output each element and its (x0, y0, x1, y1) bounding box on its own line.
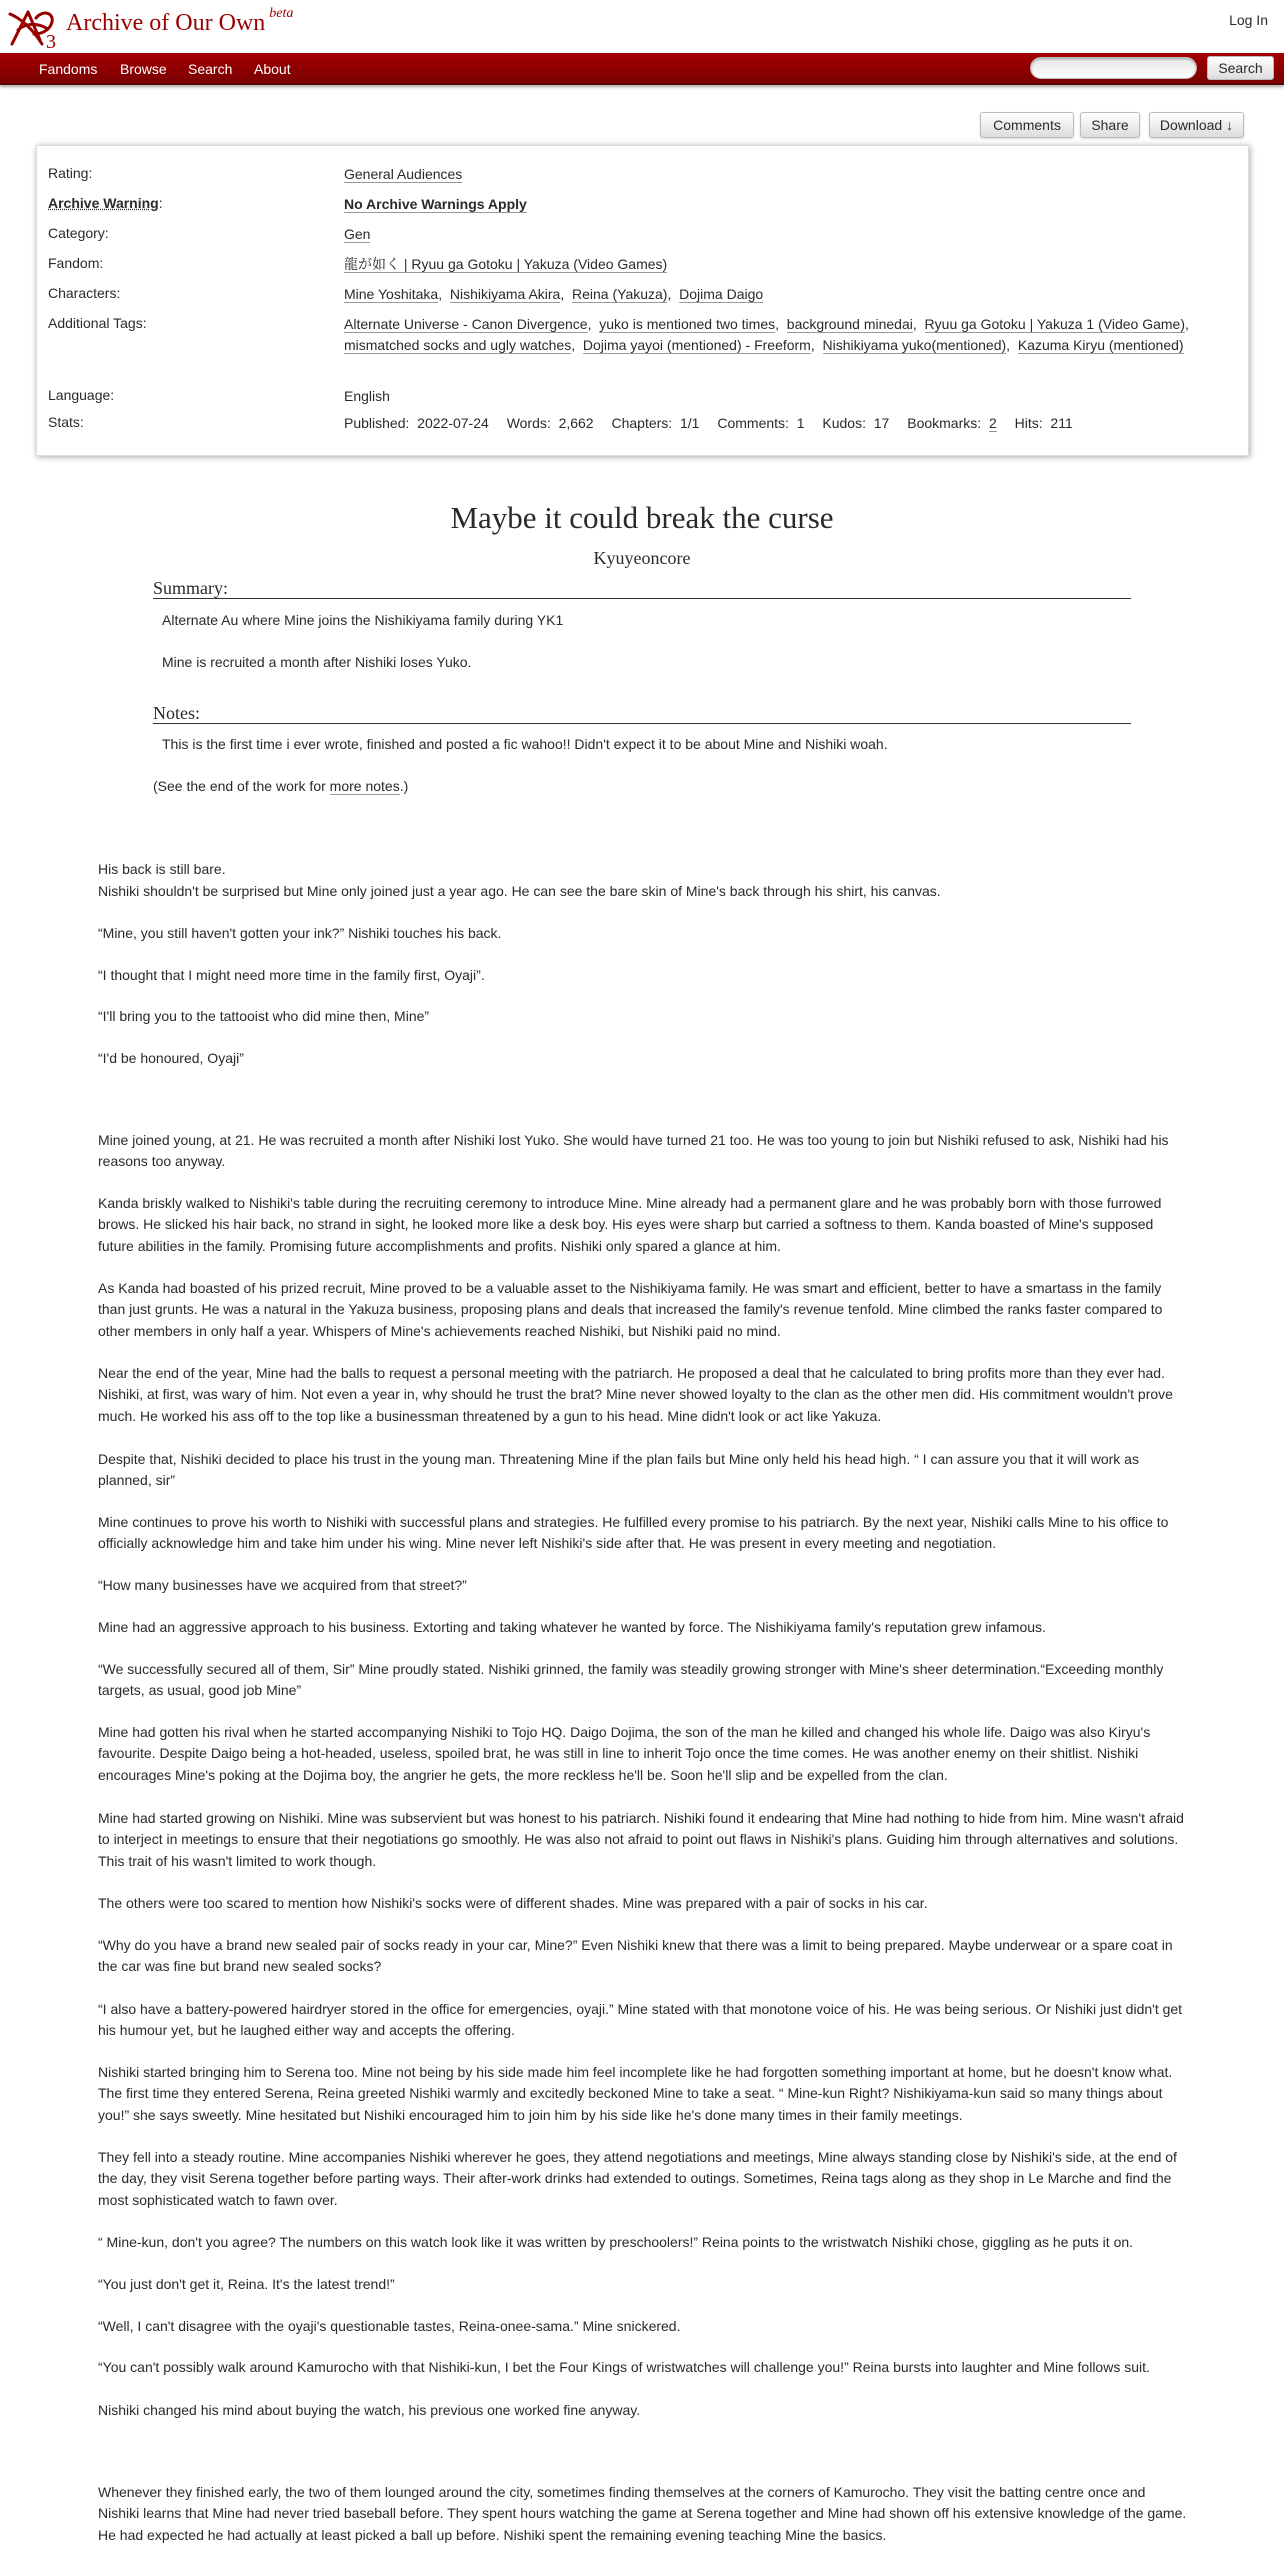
hits-value: 211 (1050, 415, 1073, 431)
rating-label: Rating: (48, 165, 93, 181)
nav-about[interactable]: About (254, 61, 291, 77)
more-notes-link[interactable]: more notes (329, 778, 400, 794)
characters-label: Characters: (48, 285, 121, 301)
chapters-label: Chapters: (611, 415, 673, 431)
paragraph: “I'd be honoured, Oyaji” (98, 1050, 244, 1066)
paragraph: “How many businesses have we acquired from that street?” (98, 1577, 467, 1593)
language-value: English (344, 388, 390, 404)
fandom-value (344, 254, 1234, 275)
freeform-tag[interactable]: Dojima yayoi (mentioned) - Freeform (582, 337, 811, 353)
summary-heading: Summary: (153, 578, 1131, 599)
warning-value (344, 194, 1234, 215)
nav-search[interactable]: Search (188, 61, 233, 77)
paragraph: Mine had gotten his rival when he started accompanying Nishiki to Tojo HQ. Daigo Dojima, the son of the man he killed and changed his whole life. Daigo was also Kiryu's favourite. Despite Daigo being a hot-headed, useless, spoiled brat, he was still in line to inherit Tojo once the time comes. He was another enemy on their shitlist. Nishiki encourages Mine's poking at the Dojima boy, the angrier he gets, the more reckless he'll be. Soon he'll slip and be expelled from the clan. (98, 1724, 1151, 1783)
paragraph: Mine had started growing on Nishiki. Mine was subservient but was honest to his patriarch. Nishiki found it endearing that Mine had nothing to hide from him. Mine wasn't afraid to interject in meetings to ensure that their negotiations go smoothly. He was also not afraid to point out flaws in Nishiki's plans. Guiding him through alternatives and solutions. This trait of his wasn't limited to work though. (98, 1810, 1184, 1869)
site-header (0, 0, 1284, 53)
paragraph: “You can't possibly walk around Kamurocho with that Nishiki-kun, I bet the Four Kings of wristwatches will challenge you!” Reina bursts into laughter and Mine follows suit. (98, 2359, 1150, 2375)
comments-button[interactable]: Comments (980, 112, 1074, 138)
language-label: Language: (48, 387, 115, 403)
paragraph: Kanda briskly walked to Nishiki's table during the recruiting ceremony to introduce Mine. Mine already had a permanent glare and he was probably born with those furrowed brows. He slicked his hair back, no strand in sight, he looked more like a desk boy. His eyes were sharp but carried a softness to them. Kanda boasted of Mine's supposed future abilities in the family. Promising future accomplishments and profits. Nishiki only spared a glance at him. (98, 1195, 1162, 1254)
search-input[interactable] (1030, 57, 1197, 79)
paragraph: “You just don't get it, Reina. It's the latest trend!” (98, 2276, 395, 2292)
character-tag[interactable]: Reina (Yakuza) (572, 286, 668, 302)
additional-tags-value: Alternate Universe - Canon Divergence, yuko is mentioned two times, background minedai, Ryuu ga Gotoku | Yakuza 1 (Video Game), mismatched socks and ugly watches, Dojima yayoi (mentioned) - Freeform, Nishikiyama yuko(mentioned), Kazuma Kiryu (mentioned) (344, 316, 1193, 353)
words-label: Words: (506, 415, 551, 431)
characters-value: Mine Yoshitaka, Nishikiyama Akira, Reina (Yakuza), Dojima Daigo (344, 286, 764, 302)
nav-browse[interactable]: Browse (120, 61, 167, 77)
paragraph: The others were too scared to mention how Nishiki's socks were of different shades. Mine was prepared with a pair of socks in his car. (98, 1895, 928, 1911)
beta-label: beta (269, 6, 294, 21)
paragraph: Whenever they finished early, the two of them lounged around the city, sometimes finding themselves at the corners of Kamurocho. They visit the batting centre once and Nishiki learns that Mine had never tried baseball before. They spent hours watching the game at Serena together and Mine had shown off his extensive knowledge of the game. He had expected he had actually at least picked a ball up before. Nishiki spent the remaining evening teaching Mine the basics. (98, 2484, 1187, 2543)
paragraph: Mine joined young, at 21. He was recruited a month after Nishiki lost Yuko. She would have turned 21 too. He was too young to join but Nishiki refused to ask, Nishiki had his reasons too anyway. (98, 1132, 1169, 1170)
paragraph: Nishiki shouldn't be surprised but Mine only joined just a year ago. He can see the bare skin of Mine's back through his shirt, his canvas. (98, 883, 941, 899)
rating-value (344, 164, 1234, 185)
freeform-tag[interactable]: Kazuma Kiryu (mentioned) (1017, 337, 1184, 353)
category-label: Category: (48, 225, 109, 241)
bookmarks-link[interactable]: 2 (988, 415, 997, 431)
freeform-tag[interactable]: yuko is mentioned two times (599, 316, 776, 332)
paragraph: Mine had an aggressive approach to his business. Extorting and taking whatever he wanted by force. The Nishikiyama family's reputation grew infamous. (98, 1619, 1046, 1635)
paragraph: “I'll bring you to the tattooist who did mine then, Mine” (98, 1008, 430, 1024)
paragraph: “We successfully secured all of them, Sir” Mine proudly stated. Nishiki grinned, the family was steadily growing stronger with Mine's sheer determination.“Exceeding monthly targets, as usual, good job Mine” (98, 1661, 1164, 1699)
paragraph: “ Mine-kun, don't you agree? The numbers on this watch look like it was written by preschoolers!” Reina points to the wristwatch Nishiki chose, giggling as he puts it on. (98, 2234, 1134, 2250)
summary-line: Mine is recruited a month after Nishiki loses Yuko. (162, 654, 472, 670)
category-tag[interactable]: Gen (344, 226, 371, 242)
share-button[interactable]: Share (1080, 112, 1140, 138)
notes-text: This is the first time i ever wrote, finished and posted a fic wahoo!! Didn't expect it to be about Mine and Nishiki woah. (162, 736, 888, 752)
freeform-tag[interactable]: Ryuu ga Gotoku | Yakuza 1 (Video Game) (924, 316, 1185, 332)
additional-tags-label: Additional Tags: (48, 315, 147, 331)
paragraph: Despite that, Nishiki decided to place his trust in the young man. Threatening Mine if the plan fails but Mine only held his head high. “ I can assure you that it will work as planned, sir” (98, 1451, 1139, 1489)
end-notes-pointer: (See the end of the work for more notes.) (153, 778, 409, 794)
paragraph: “Well, I can't disagree with the oyaji's questionable tastes, Reina-onee-sama.” Mine snickered. (98, 2318, 681, 2334)
work-meta (36, 145, 1249, 456)
character-tag[interactable]: Nishikiyama Akira (449, 286, 561, 302)
login-link[interactable]: Log In (1229, 12, 1268, 28)
paragraph: Near the end of the year, Mine had the balls to request a personal meeting with the patriarch. He proposed a deal that he calculated to bring profits more than they ever had. Nishiki, at first, was wary of him. Not even a year in, why should he trust the brat? Mine never showed loyalty to the clan as the other men did. His commitment wouldn't prove much. He worked his ass off to the top like a businessman threatened by a gun to his head. Mine didn't look or act like Yakuza. (98, 1365, 1173, 1424)
chapters-value: 1/1 (679, 415, 700, 431)
character-tag[interactable]: Dojima Daigo (679, 286, 764, 302)
summary-line: Alternate Au where Mine joins the Nishikiyama family during YK1 (162, 612, 564, 628)
stats-value (344, 413, 1234, 434)
work-author[interactable]: Kyuyeoncore (593, 548, 691, 568)
fandom-label: Fandom: (48, 255, 104, 271)
category-value (344, 224, 1234, 245)
fandom-tag[interactable]: 龍が如く | Ryuu ga Gotoku | Yakuza (Video Games) (344, 256, 668, 272)
freeform-tag[interactable]: Nishikiyama yuko(mentioned) (822, 337, 1007, 353)
nav-fandoms[interactable]: Fandoms (39, 61, 98, 77)
words-value: 2,662 (558, 415, 594, 431)
ao3-logo-icon (6, 4, 66, 52)
svg-text:3: 3 (46, 31, 56, 52)
character-tag[interactable]: Mine Yoshitaka (344, 286, 439, 302)
work-title: Maybe it could break the curse (450, 500, 834, 535)
stats-label: Stats: (48, 414, 84, 430)
site-logo[interactable] (6, 4, 66, 52)
freeform-tag[interactable]: Alternate Universe - Canon Divergence (344, 316, 588, 332)
freeform-tag[interactable]: background minedai (786, 316, 913, 332)
notes-heading: Notes: (153, 703, 1131, 724)
comments-label: Comments: (717, 415, 789, 431)
paragraph: As Kanda had boasted of his prized recruit, Mine proved to be a valuable asset to the Nishikiyama family. He was smart and efficient, better to have a smartass in the family than just grunts. He was a natural in the Yakuza business, proposing plans and deals that increased the family's revenue tenfold. Mine climbed the ranks faster compared to other members in only half a year. Whispers of Mine's achievements reached Nishiki, but Nishiki paid no mind. (98, 1280, 1163, 1339)
paragraph: “I thought that I might need more time in the family first, Oyaji”. (98, 967, 485, 983)
freeform-tag[interactable]: mismatched socks and ugly watches (344, 337, 572, 353)
published-label: Published: (344, 415, 410, 431)
paragraph: Mine continues to prove his worth to Nishiki with successful plans and strategies. He fulfilled every promise to his patriarch. By the next year, Nishiki calls Mine to his office to officially acknowledge him and take him under his wing. Mine never left Nishiki's side after that. He was present in every meeting and negotiation. (98, 1514, 1169, 1552)
paragraph: “Why do you have a brand new sealed pair of socks ready in your car, Mine?” Even Nishiki knew that there was a limit to being prepared. Maybe underwear or a spare coat in the car was fine but brand new sealed socks? (98, 1937, 1173, 1975)
paragraph: “Mine, you still haven't gotten your ink?” Nishiki touches his back. (98, 925, 502, 941)
comments-value: 1 (796, 415, 805, 431)
paragraph: “I also have a battery-powered hairdryer stored in the office for emergencies, oyaji.” Mine stated with that monotone voice of his. He was being serious. Or Nishiki just didn't get his humour yet, but he laughed either way and accepts the offering. (98, 2001, 1183, 2039)
search-button[interactable]: Search (1207, 56, 1274, 80)
kudos-label: Kudos: (822, 415, 866, 431)
site-title[interactable]: Archive of Our Own $^{beta}$ (66, 6, 294, 36)
download-button[interactable]: Download ↓ (1149, 112, 1244, 138)
bookmarks-label: Bookmarks: (907, 415, 982, 431)
paragraph: Nishiki changed his mind about buying the watch, his previous one worked fine anyway. (98, 2402, 641, 2418)
rating-tag[interactable]: General Audiences (344, 166, 463, 182)
paragraph: They fell into a steady routine. Mine accompanies Nishiki wherever he goes, they attend negotiations and meetings, Mine always standing close by Nishiki's side, at the end of the day, they visit Serena together before parting ways. Their after-work drinks had extended to outings. Sometimes, Reina tags along as they shop in Le Marche and find the most sophisticated watch to fawn over. (98, 2149, 1177, 2208)
paragraph: His back is still bare. (98, 861, 226, 877)
paragraph: Nishiki started bringing him to Serena too. Mine not being by his side made him feel incomplete like he had forgotten something important at home, but he doesn't know what. The first time they entered Serena, Reina greeted Nishiki warmly and excitedly beckoned Mine to take a seat. “ Mine-kun Right? Nishikiyama-kun said so many things about you!” she says sweetly. Mine hesitated but Nishiki encouraged him to join him by his side like he's done many times in their family meetings. (98, 2064, 1173, 2123)
published-value: 2022-07-24 (417, 415, 489, 431)
hits-label: Hits: (1014, 415, 1043, 431)
kudos-value: 17 (873, 415, 890, 431)
warning-tag[interactable]: No Archive Warnings Apply (344, 196, 527, 212)
warning-label[interactable]: Archive Warning: (48, 195, 163, 211)
